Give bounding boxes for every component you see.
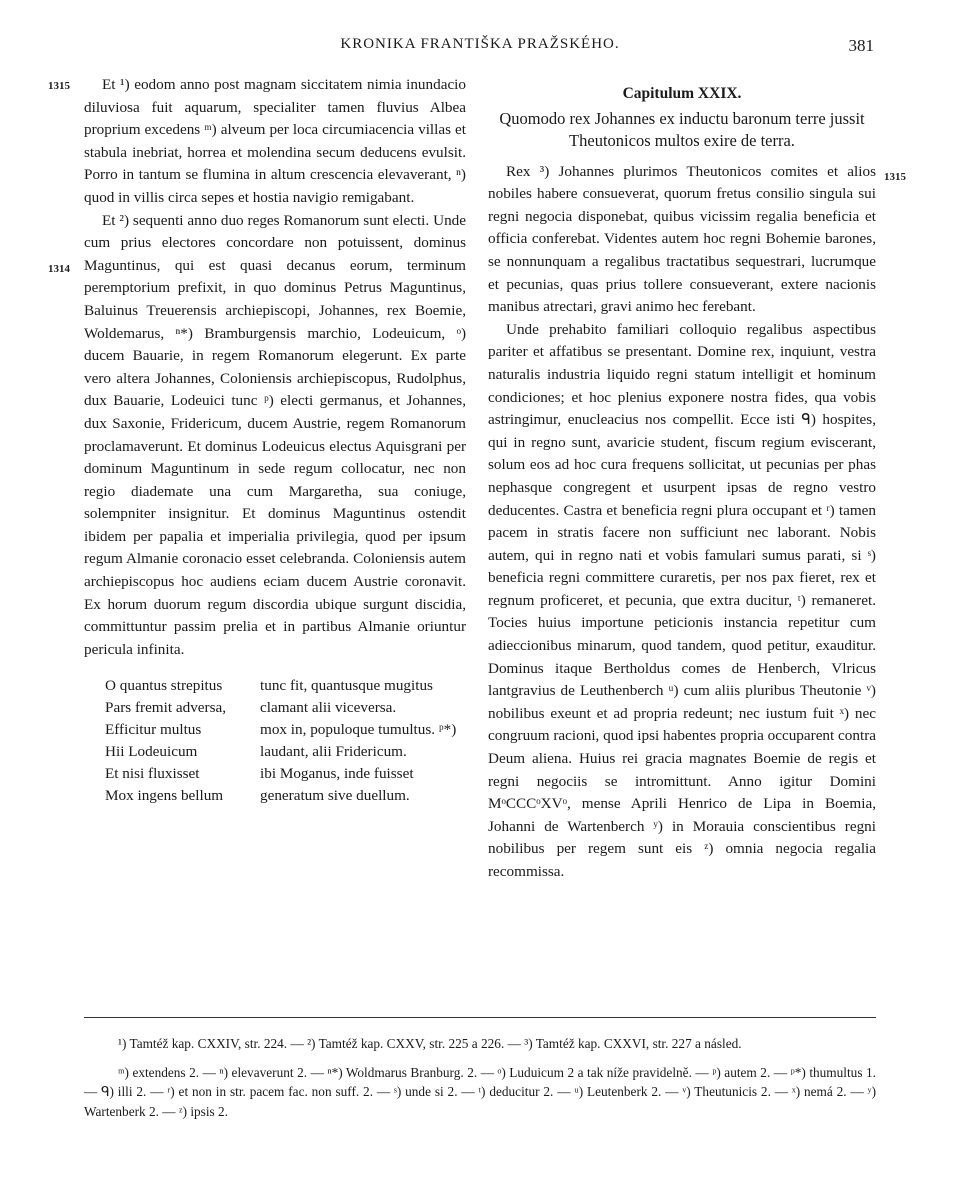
verse-half-2: ibi Moganus, inde fuisset — [260, 765, 414, 783]
verse-line — [105, 741, 466, 763]
verse-half-1: O quantus strepitus — [105, 677, 223, 695]
chapter-title: Quomodo rex Johannes ex inductu baronum terre jussit Theutonicos multos exire de terra. — [499, 108, 865, 150]
verse-half-1: Pars fremit adversa, — [105, 699, 227, 717]
footnotes — [84, 1034, 876, 1121]
running-title: KRONIKA FRANTIŠKA PRAŽSKÉHO. — [340, 36, 620, 52]
verse-block — [84, 675, 466, 807]
footnote-divider — [84, 1017, 876, 1018]
verse-half-2: clamant alii viceversa. — [260, 699, 397, 717]
right-paragraph-1: Rex ³) Johannes plurimos Theutonicos comites et alios nobiles habere consueverat, quorum fretus consilio singula sui regni negocia disponebat, quibus vicissim regalia beneficia et officia conferebat. Videntes autem hoc regni Bohemie barones, se nonnunquam a regalibus tractatibus sequestrari, lucrumque et pecunias, quas prius tollere consueverant, extere nacionis manibus atrectari, gravi animo hec ferebant. — [488, 162, 876, 316]
margin-year-left-top: 1315 — [48, 80, 70, 92]
verse-half-1: Et nisi fluxisset — [105, 765, 200, 783]
footnote-sources: ¹) Tamtéž kap. CXXIV, str. 224. — ²) Tamtéž kap. CXXV, str. 225 a 226. — ³) Tamtéž kap. CXXVI, str. 227 a násled. — [118, 1036, 742, 1051]
footnote-variants: ᵐ) extendens 2. — ⁿ) elevaverunt 2. — ⁿ*) Woldmarus Branburg. 2. — ᵒ) Luduicum 2 a tak níže pravidelně. — ᵖ) autem 2. — ᵖ*) thumultus 1. — ᑫ) illi 2. — ʳ) et non in str. pacem fac. non suff. 2. — ˢ) unde si 2. — ᵗ) deducitur 2. — ᵘ) Leutenberk 2. — ᵛ) Theutunicis 2. — ˣ) nemá 2. — ʸ) Wartenberk 2. — ᶻ) ipsis 2. — [84, 1064, 876, 1119]
verse-line — [105, 719, 466, 741]
margin-year-right-top: 1315 — [884, 171, 906, 183]
left-column — [84, 74, 466, 807]
chapter-label: Capitulum XXIX. — [622, 85, 742, 102]
page-number: 381 — [848, 36, 874, 55]
verse-half-2: laudant, alii Fridericum. — [260, 743, 407, 761]
margin-year-left-mid: 1314 — [48, 263, 70, 275]
verse-line — [105, 763, 466, 785]
left-paragraph-1: Et ¹) eodom anno post magnam siccitatem nimia inundacio diluviosa fuit aquarum, specialiter tamen fluvius Albea proprium excedens ᵐ) alveum per loca circumiacencia villas et stabula inebriat, horrea et molendina secum deducens evulsit. Porro in tantum se flumina in altum crescencia elevaverant, ⁿ) quod in villis circa sepes et hostia navigio remigabant. — [84, 76, 466, 206]
left-paragraph-2: Et ²) sequenti anno duo reges Romanorum sunt electi. Unde cum prius electores concordare non potuissent, dominus Maguntinus, qui est quasi decanus eorum, terminum peremptorium prefixit, in quo dominus Petrus Maguntinus, Baluinus Treuerensis archiepiscopi, Johannes, rex Boemie, Woldemarus, ⁿ*) Bramburgensis marchio, Lodeuicum, ᵒ) ducem Bauarie, in regem Romanorum elegerunt. Ex parte vero altera Johannes, Coloniensis archiepiscopus, Rudolphus, dux Bauarie, Lodeuici tunc ᵖ) electi germanus, et Johannes, dux Saxonie, Fridericum, ducem Austrie, regem Romanorum proclamaverunt. Et dominus Lodeuicus electus Aquisgrani per dominum Maguntinum in sede regum collocatur, nec non regio diademate una cum Margaretha, sua coniuge, solempniter insignitur. Et dominus Maguntinus ostendit ibidem per papalia et imperialia privilegia, quod per ipsum regum Almanie coronacio esset celebranda. Coloniensis autem archiepiscopus hoc audiens eciam ducem Austrie coronavit. Ex horum duorum regum discordia ubique surgunt discidia, committuntur passim prelia et in partibus Almanie oriuntur pericula infinita. — [84, 211, 466, 658]
verse-half-1: Efficitur multus — [105, 721, 202, 739]
verse-half-2: generatum sive duellum. — [260, 787, 410, 805]
verse-line — [105, 675, 466, 697]
verse-half-2: mox in, populoque tumultus. ᵖ*) — [260, 721, 457, 739]
right-paragraph-2: Unde prehabito familiari colloquio regalibus aspectibus pariter et affatibus se presentant. Domine rex, inquiunt, vestra naturalis industria liquido regni statum intelligit et hominum condiciones; et hoc plenius exponere nostra fides, qua vobis astringimur, enucleacius nos compellit. Ecce isti ᑫ) hospites, qui in regno sunt, avaricie student, fiscum regium eviscerant, solum eos ad hoc cura frequens sollicitat, ut pecunias per phas nephasque congregent et usurpent ipsas de regno vestro deducentes. Castra et beneficia regni plura occupant et ʳ) tamen pacem in stratis facere non sufficiunt nec laborant. Nobis autem, qui in regno nati et vobis famulari sumus parati, si ˢ) beneficia regni committere curaretis, per nos pax fieret, rex et regnum proficeret, et pecunia, que extra ducitur, ᵗ) remaneret. Tocies huius importune peticionis instancia repetitur cum adieccionibus minarum, quod tandem, quod petitur, exauditur. Dominus itaque Bertholdus comes de Henberch, Vlricus lantgravius de Leuthenberch ᵘ) cum aliis pluribus Theutonie ᵛ) nobilibus exeunt et ad propria redeunt; nec iustum fuit ˣ) nec congruum racioni, quod ipsi habentes propria occuparent contra Deum aliena. Huius rei gracia magnates Boemie de regis et regni negociis se intromittunt. Anno igitur Domini MᵒCCCᵒXVᵒ, mense Aprili Henrico de Lipa in Boemia, Johanni de Wartenberch ʸ) in Morauia conscientibus regni nobilibus per regem sunt eis ᶻ) omnia negocia regalia recommissa. — [488, 320, 876, 880]
verse-half-1: Hii Lodeuicum — [105, 743, 198, 761]
running-head — [0, 36, 960, 58]
verse-half-1: Mox ingens bellum — [105, 787, 224, 805]
verse-line — [105, 785, 466, 807]
verse-half-2: tunc fit, quantusque mugitus — [260, 677, 433, 695]
verse-line — [105, 697, 466, 719]
right-column — [488, 83, 876, 884]
